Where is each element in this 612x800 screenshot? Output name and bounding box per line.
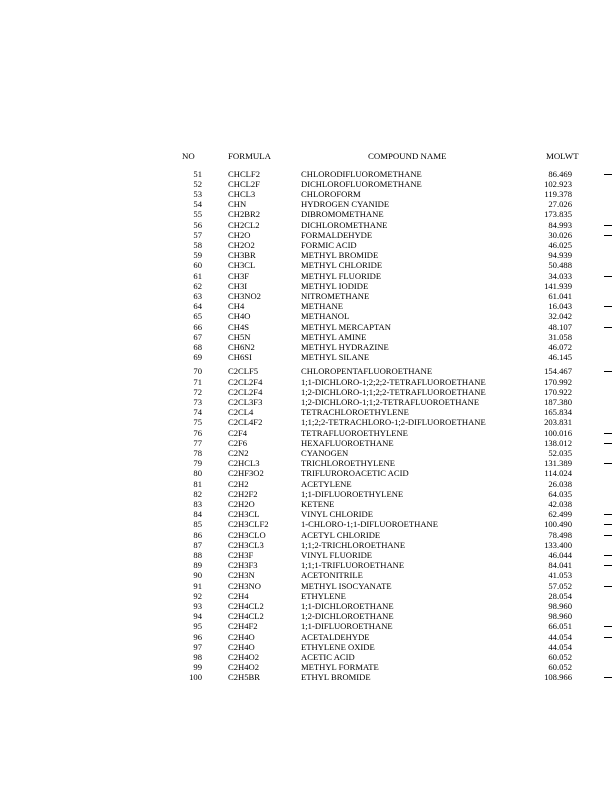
row-formula: C2H3CLF2 [228, 519, 269, 530]
row-compound-name: METHYL HYDRAZINE [301, 341, 389, 352]
row-compound-name: 1;1-DICHLOROETHANE [301, 600, 394, 611]
row-molwt: 28.054 [548, 590, 572, 601]
row-molwt: 170.992 [544, 376, 572, 387]
row-edge-mark [604, 225, 612, 226]
row-molwt: 64.035 [548, 488, 572, 499]
row-molwt: 32.042 [548, 311, 572, 322]
row-formula: C2H4O [228, 631, 255, 642]
row-no: 86 [193, 529, 202, 540]
row-molwt: 154.467 [544, 366, 572, 377]
row-molwt: 170.922 [544, 386, 572, 397]
row-molwt: 62.499 [548, 509, 572, 520]
row-edge-mark [604, 174, 612, 175]
row-edge-mark [604, 433, 612, 434]
row-compound-name: CHLORODIFLUOROMETHANE [301, 168, 422, 179]
row-compound-name: 1;2-DICHLOROETHANE [301, 611, 394, 622]
row-edge-mark [604, 443, 612, 444]
row-no: 89 [193, 560, 202, 571]
row-edge-mark [604, 463, 612, 464]
row-no: 71 [193, 376, 202, 387]
row-compound-name: HYDROGEN CYANIDE [301, 199, 390, 210]
row-compound-name: ACETALDEHYDE [301, 631, 370, 642]
row-no: 58 [193, 239, 202, 250]
row-formula: CH3F [228, 270, 250, 281]
row-molwt: 46.044 [548, 549, 572, 560]
row-compound-name: METHYL IODIDE [301, 280, 369, 291]
row-molwt: 102.923 [544, 178, 572, 189]
row-molwt: 78.498 [548, 529, 572, 540]
row-molwt: 42.038 [548, 498, 572, 509]
row-no: 62 [193, 280, 202, 291]
row-no: 85 [193, 519, 202, 530]
row-molwt: 108.966 [544, 672, 572, 683]
row-no: 67 [193, 331, 202, 342]
row-no: 94 [193, 611, 202, 622]
row-compound-name: 1;2-DICHLORO-1;1;2-TETRAFLUOROETHANE [301, 396, 480, 407]
row-no: 87 [193, 539, 202, 550]
row-compound-name: KETENE [301, 498, 335, 509]
row-edge-mark [604, 524, 612, 525]
row-molwt: 31.058 [548, 331, 572, 342]
row-compound-name: DIBROMOMETHANE [301, 209, 384, 220]
row-formula: C2H4F2 [228, 621, 258, 632]
row-compound-name: METHYL FORMATE [301, 662, 379, 673]
row-formula: CHCLF2 [228, 168, 260, 179]
row-edge-mark [604, 565, 612, 566]
row-compound-name: METHYL BROMIDE [301, 250, 379, 261]
row-no: 55 [193, 209, 202, 220]
row-compound-name: METHYL MERCAPTAN [301, 321, 391, 332]
row-formula: CH2O [228, 229, 251, 240]
row-molwt: 84.041 [548, 560, 572, 571]
row-edge-mark [604, 586, 612, 587]
row-compound-name: ACETYL CHLORIDE [301, 529, 381, 540]
row-edge-mark [604, 276, 612, 277]
row-molwt: 16.043 [548, 301, 572, 312]
row-compound-name: DICHLOROFLUOROMETHANE [301, 178, 422, 189]
row-compound-name: VINYL FLUORIDE [301, 549, 373, 560]
row-no: 59 [193, 250, 202, 261]
row-molwt: 50.488 [548, 260, 572, 271]
row-edge-mark [604, 306, 612, 307]
row-compound-name: 1;1-DICHLORO-1;2;2;2-TETRAFLUOROETHANE [301, 376, 486, 387]
row-compound-name: ETHYL BROMIDE [301, 672, 371, 683]
row-formula: CH2BR2 [228, 209, 260, 220]
row-molwt: 66.051 [548, 621, 572, 632]
row-compound-name: CHLOROFORM [301, 188, 361, 199]
row-no: 70 [193, 366, 202, 377]
row-molwt: 100.490 [544, 519, 572, 530]
row-no: 76 [193, 427, 202, 438]
row-formula: CHN [228, 199, 247, 210]
row-compound-name: 1;1-DIFLUOROETHANE [301, 621, 393, 632]
row-no: 91 [193, 580, 202, 591]
row-molwt: 52.035 [548, 447, 572, 458]
row-no: 99 [193, 662, 202, 673]
row-molwt: 26.038 [548, 478, 572, 489]
row-molwt: 60.052 [548, 662, 572, 673]
row-formula: C2H3CL3 [228, 539, 264, 550]
table-row [0, 352, 612, 363]
row-formula: C2H3F [228, 549, 254, 560]
row-molwt: 34.033 [548, 270, 572, 281]
row-formula: C2CL3F3 [228, 396, 263, 407]
table-header [0, 151, 612, 162]
row-edge-mark [604, 327, 612, 328]
row-compound-name: METHYL FLUORIDE [301, 270, 382, 281]
row-molwt: 86.469 [548, 168, 572, 179]
row-compound-name: METHANE [301, 301, 344, 312]
row-no: 100 [189, 672, 202, 683]
row-molwt: 30.026 [548, 229, 572, 240]
row-edge-mark [604, 514, 612, 515]
row-molwt: 187.380 [544, 396, 572, 407]
row-no: 74 [193, 407, 202, 418]
row-formula: CH2CL2 [228, 219, 260, 230]
row-compound-name: METHYL ISOCYANATE [301, 580, 392, 591]
row-molwt: 94.939 [548, 250, 572, 261]
row-formula: C2CL4 [228, 407, 254, 418]
row-molwt: 138.012 [544, 437, 572, 448]
row-no: 97 [193, 641, 202, 652]
table-row [0, 672, 612, 683]
row-molwt: 61.041 [548, 290, 572, 301]
row-formula: C2CL4F2 [228, 417, 263, 428]
row-compound-name: HEXAFLUOROETHANE [301, 437, 394, 448]
row-no: 92 [193, 590, 202, 601]
row-compound-name: TETRAFLUOROETHYLENE [301, 427, 408, 438]
row-compound-name: 1;2-DICHLORO-1;1;2;2-TETRAFLUOROETHANE [301, 386, 486, 397]
row-compound-name: METHYL SILANE [301, 352, 370, 363]
row-compound-name: TETRACHLOROETHYLENE [301, 407, 409, 418]
header-formula: FORMULA [228, 151, 272, 161]
row-no: 51 [193, 168, 202, 179]
row-molwt: 119.378 [544, 188, 572, 199]
row-molwt: 46.072 [548, 341, 572, 352]
row-no: 73 [193, 396, 202, 407]
row-formula: C2H2O [228, 498, 255, 509]
row-no: 68 [193, 341, 202, 352]
row-no: 77 [193, 437, 202, 448]
row-molwt: 46.145 [548, 352, 572, 363]
row-formula: CH2O2 [228, 239, 255, 250]
row-formula: CH6SI [228, 352, 252, 363]
row-formula: CH3I [228, 280, 248, 291]
row-molwt: 48.107 [548, 321, 572, 332]
row-compound-name: 1;1;1-TRIFLUOROETHANE [301, 560, 405, 571]
row-molwt: 165.834 [544, 407, 572, 418]
row-no: 75 [193, 417, 202, 428]
row-edge-mark [604, 555, 612, 556]
row-formula: C2H4O2 [228, 651, 260, 662]
row-compound-name: VINYL CHLORIDE [301, 509, 374, 520]
row-formula: C2HCL3 [228, 458, 260, 469]
row-no: 93 [193, 600, 202, 611]
row-no: 64 [193, 301, 202, 312]
row-no: 81 [193, 478, 202, 489]
row-molwt: 46.025 [548, 239, 572, 250]
row-no: 79 [193, 458, 202, 469]
row-edge-mark [604, 626, 612, 627]
row-compound-name: CHLOROPENTAFLUOROETHANE [301, 366, 433, 377]
row-formula: CH3BR [228, 250, 256, 261]
row-formula: C2H4CL2 [228, 611, 264, 622]
row-no: 52 [193, 178, 202, 189]
row-no: 56 [193, 219, 202, 230]
row-molwt: 60.052 [548, 651, 572, 662]
row-edge-mark [604, 677, 612, 678]
row-formula: CH3NO2 [228, 290, 261, 301]
row-molwt: 173.835 [544, 209, 572, 220]
row-compound-name: ETHYLENE OXIDE [301, 641, 375, 652]
row-formula: C2H2F2 [228, 488, 258, 499]
row-edge-mark [604, 371, 612, 372]
row-no: 54 [193, 199, 202, 210]
row-molwt: 100.016 [544, 427, 572, 438]
row-molwt: 98.960 [548, 600, 572, 611]
row-compound-name: METHANOL [301, 311, 350, 322]
row-no: 78 [193, 447, 202, 458]
row-formula: CH4O [228, 311, 251, 322]
row-no: 53 [193, 188, 202, 199]
row-no: 69 [193, 352, 202, 363]
row-no: 96 [193, 631, 202, 642]
row-molwt: 203.831 [544, 417, 572, 428]
row-formula: CHCL2F [228, 178, 260, 189]
row-molwt: 114.024 [544, 468, 572, 479]
row-no: 80 [193, 468, 202, 479]
row-formula: C2H4 [228, 590, 249, 601]
row-formula: CH3CL [228, 260, 256, 271]
row-molwt: 141.939 [544, 280, 572, 291]
row-formula: C2H4O2 [228, 662, 260, 673]
row-formula: C2H2 [228, 478, 249, 489]
row-molwt: 131.389 [544, 458, 572, 469]
row-no: 95 [193, 621, 202, 632]
row-formula: C2H4CL2 [228, 600, 264, 611]
row-molwt: 44.054 [548, 631, 572, 642]
row-no: 82 [193, 488, 202, 499]
row-no: 61 [193, 270, 202, 281]
row-formula: C2H3NO [228, 580, 261, 591]
row-no: 83 [193, 498, 202, 509]
row-molwt: 84.993 [548, 219, 572, 230]
row-formula: C2H3F3 [228, 560, 258, 571]
row-formula: CH4 [228, 301, 245, 312]
row-formula: C2CLF5 [228, 366, 259, 377]
row-no: 65 [193, 311, 202, 322]
row-formula: C2H4O [228, 641, 255, 652]
row-compound-name: ETHYLENE [301, 590, 346, 601]
row-edge-mark [604, 535, 612, 536]
row-edge-mark [604, 235, 612, 236]
header-no: NO [182, 151, 195, 161]
row-no: 98 [193, 651, 202, 662]
row-no: 57 [193, 229, 202, 240]
row-compound-name: TRICHLOROETHYLENE [301, 458, 396, 469]
row-compound-name: 1;1;2-TRICHLOROETHANE [301, 539, 406, 550]
row-no: 60 [193, 260, 202, 271]
row-no: 90 [193, 570, 202, 581]
row-compound-name: CYANOGEN [301, 447, 349, 458]
row-compound-name: 1;1-DIFLUOROETHYLENE [301, 488, 404, 499]
row-compound-name: FORMIC ACID [301, 239, 357, 250]
row-edge-mark [604, 637, 612, 638]
row-formula: C2F6 [228, 437, 248, 448]
row-compound-name: METHYL AMINE [301, 331, 367, 342]
row-molwt: 27.026 [548, 199, 572, 210]
row-no: 84 [193, 509, 202, 520]
header-compound-name: COMPOUND NAME [368, 151, 447, 161]
row-formula: CHCL3 [228, 188, 256, 199]
row-formula: C2CL2F4 [228, 386, 263, 397]
row-formula: C2H3CLO [228, 529, 266, 540]
row-molwt: 44.054 [548, 641, 572, 652]
row-no: 66 [193, 321, 202, 332]
row-compound-name: ACETIC ACID [301, 651, 355, 662]
row-compound-name: METHYL CHLORIDE [301, 260, 383, 271]
header-molwt: MOLWT [546, 151, 579, 161]
row-formula: C2F4 [228, 427, 248, 438]
row-formula: C2H3N [228, 570, 255, 581]
row-formula: C2H5BR [228, 672, 260, 683]
row-compound-name: 1-CHLORO-1;1-DIFLUOROETHANE [301, 519, 439, 530]
row-formula: C2HF3O2 [228, 468, 264, 479]
row-no: 88 [193, 549, 202, 560]
row-formula: C2CL2F4 [228, 376, 263, 387]
row-molwt: 57.052 [548, 580, 572, 591]
row-formula: C2N2 [228, 447, 249, 458]
row-no: 72 [193, 386, 202, 397]
row-molwt: 41.053 [548, 570, 572, 581]
row-compound-name: NITROMETHANE [301, 290, 370, 301]
row-no: 63 [193, 290, 202, 301]
row-compound-name: 1;1;2;2-TETRACHLORO-1;2-DIFLUOROETHANE [301, 417, 486, 428]
row-compound-name: FORMALDEHYDE [301, 229, 373, 240]
row-formula: CH5N [228, 331, 251, 342]
row-formula: C2H3CL [228, 509, 260, 520]
row-compound-name: ACETONITRILE [301, 570, 363, 581]
row-compound-name: ACETYLENE [301, 478, 352, 489]
row-molwt: 133.400 [544, 539, 572, 550]
row-formula: CH4S [228, 321, 250, 332]
row-molwt: 98.960 [548, 611, 572, 622]
row-compound-name: TRIFLUROROACETIC ACID [301, 468, 409, 479]
row-compound-name: DICHLOROMETHANE [301, 219, 388, 230]
row-formula: CH6N2 [228, 341, 255, 352]
